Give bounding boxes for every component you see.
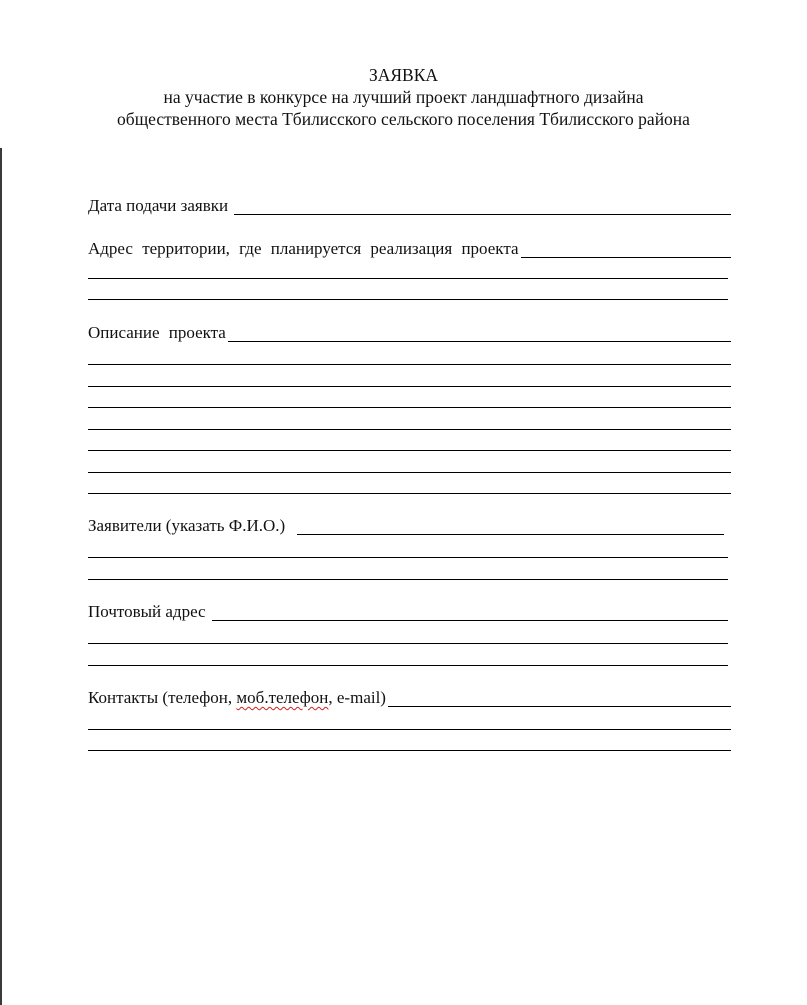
applicants-extra-line[interactable] xyxy=(88,557,728,558)
postal-extra-line[interactable] xyxy=(88,643,728,644)
description-field[interactable] xyxy=(88,321,731,345)
contacts-label-suffix: , e-mail) xyxy=(328,688,386,707)
date-label: Дата подачи заявки xyxy=(88,196,229,215)
document-title: ЗАЯВКА xyxy=(368,65,439,85)
postal-field[interactable] xyxy=(88,600,728,624)
address-label: Адрес территории, где планируется реализация проекта xyxy=(88,239,519,258)
postal-extra-line[interactable] xyxy=(88,665,728,666)
description-extra-line[interactable] xyxy=(88,429,731,430)
document-subtitle-line-2: общественного места Тбилисского сельского поселения Тбилисского района xyxy=(117,109,690,129)
page-left-edge xyxy=(0,148,2,1005)
contacts-label-prefix: Контакты (телефон, xyxy=(88,688,237,707)
applicants-extra-line[interactable] xyxy=(88,579,728,580)
date-input-line[interactable] xyxy=(234,214,731,215)
address-extra-line[interactable] xyxy=(88,299,728,300)
applicants-label: Заявители (указать Ф.И.О.) xyxy=(88,516,286,535)
postal-input-line[interactable] xyxy=(212,620,728,621)
applicants-field[interactable] xyxy=(88,514,724,538)
description-extra-line[interactable] xyxy=(88,450,731,451)
address-extra-line[interactable] xyxy=(88,278,728,279)
document-header xyxy=(0,64,807,130)
contacts-label xyxy=(88,688,386,710)
contacts-extra-line[interactable] xyxy=(88,750,731,751)
description-label: Описание проекта xyxy=(88,323,226,342)
contacts-field[interactable] xyxy=(88,686,731,710)
description-extra-line[interactable] xyxy=(88,386,731,387)
address-input-line[interactable] xyxy=(521,257,731,258)
applicants-input-line[interactable] xyxy=(297,534,724,535)
address-field[interactable] xyxy=(88,237,731,261)
document-subtitle-line-1: на участие в конкурсе на лучший проект ландшафтного дизайна xyxy=(163,87,644,107)
postal-label: Почтовый адрес xyxy=(88,602,206,621)
description-extra-line[interactable] xyxy=(88,472,731,473)
contacts-label-mobile: моб.телефон xyxy=(236,688,329,707)
description-extra-line[interactable] xyxy=(88,493,731,494)
contacts-extra-line[interactable] xyxy=(88,729,731,730)
description-extra-line[interactable] xyxy=(88,364,731,365)
contacts-input-line[interactable] xyxy=(388,706,731,707)
description-extra-line[interactable] xyxy=(88,407,731,408)
description-input-line[interactable] xyxy=(228,341,731,342)
date-field[interactable] xyxy=(88,194,731,218)
